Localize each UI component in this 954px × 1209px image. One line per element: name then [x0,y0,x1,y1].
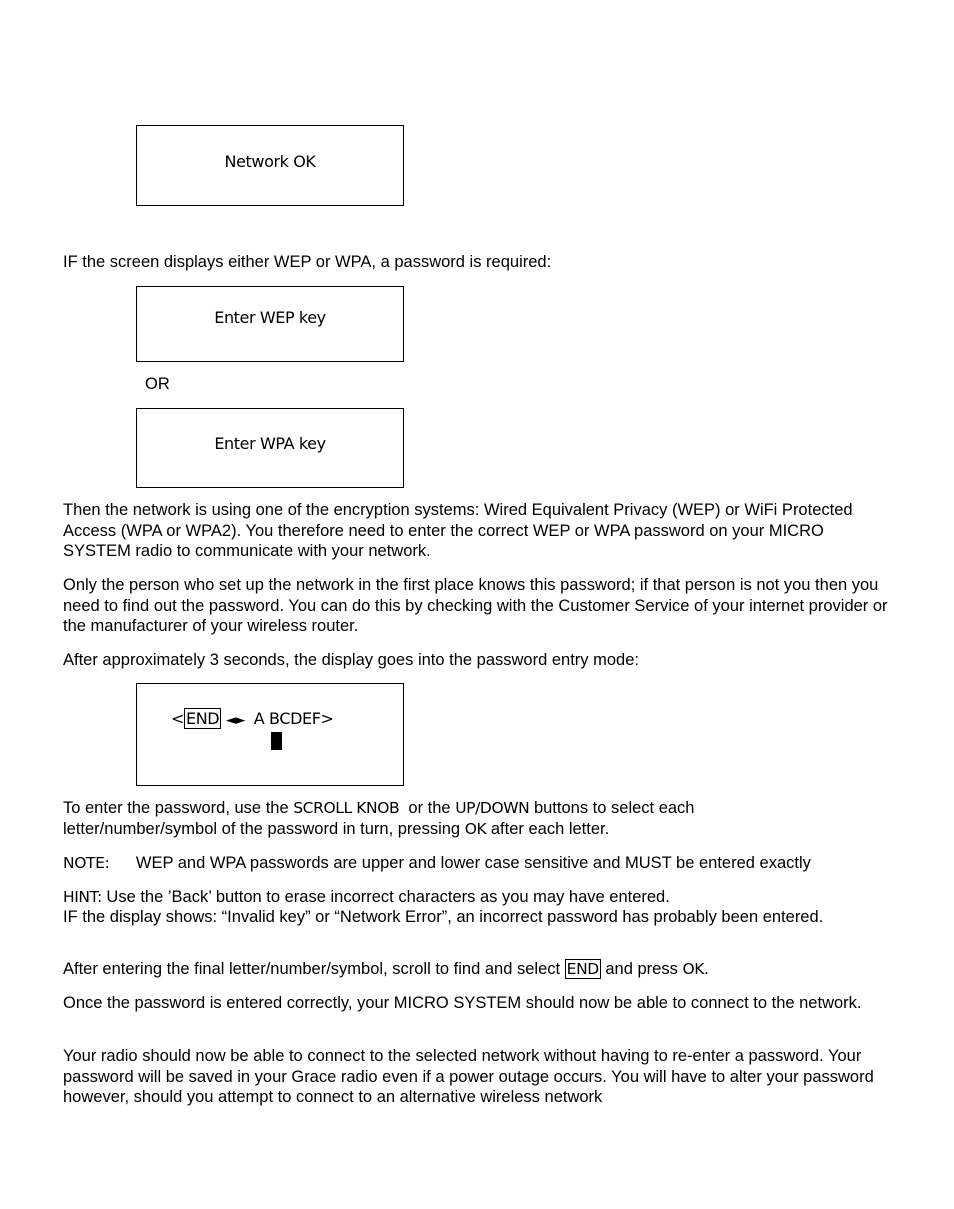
entry-row [171,709,334,731]
hint-line-1 [63,887,670,908]
text-cursor-icon [271,732,282,750]
note-line [63,853,811,874]
network-ok-display [136,125,404,206]
enter-password-text: buttons to select each [529,799,695,817]
ok-keyword: OK [464,820,487,838]
up-down-keyword: UP/DOWN [455,799,530,817]
hint-label: HINT: [63,888,102,906]
end-keyword: END [566,960,599,978]
hint-text: Use the ’Back’ button to erase incorrect characters as you may have entered. [101,888,670,906]
network-ok-text: Network OK [224,152,316,171]
once-paragraph: Once the password is entered correctly, your MICRO SYSTEM should now be able to connect to the network. [63,994,862,1012]
hint-line-2: IF the display shows: “Invalid key” or “Network Error”, an incorrect password has probably been entered. [63,908,824,926]
password-entry-display [136,683,404,786]
note-label: NOTE: [63,854,110,872]
scroll-knob-keyword: SCROLL KNOB [293,799,400,817]
enter-password-line-1 [63,798,694,819]
wep-key-display [136,286,404,362]
person-paragraph: Only the person who set up the network in the first place knows this password; if that person is not you then you need to find out the password. You can do this by checking with the Customer Service of your internet provider or the manufacturer of your wireless router. [63,576,888,635]
enter-password-text: To enter the password, use the [63,799,294,817]
after-3-seconds-text: After approximately 3 seconds, the display goes into the password entry mode: [63,651,639,669]
enter-password-line-2 [63,819,609,840]
radio-paragraph: Your radio should now be able to connect to the selected network without having to re-enter a password. Your password will be saved in your Grace radio even if a power outage occurs. You will have to alter your password however, should you attempt to connect to an alternative wireless network [63,1047,874,1106]
intro-text: IF the screen displays either WEP or WPA, a password is required: [63,253,552,271]
final-text: and press [600,960,683,978]
entry-letters: A BCDEF> [253,709,334,728]
wpa-key-text: Enter WPA key [214,434,326,453]
wep-key-text: Enter WEP key [214,308,326,327]
enter-password-text: or the [399,799,456,817]
enter-password-text: letter/number/symbol of the password in turn, pressing [63,820,465,838]
entry-end-option: END [186,709,220,728]
or-text: OR [145,375,170,393]
final-text: After entering the final letter/number/symbol, scroll to find and select [63,960,565,978]
note-text: WEP and WPA passwords are upper and lower case sensitive and MUST be entered exactly [135,854,811,872]
entry-less-than: < [171,709,185,728]
wpa-key-display [136,408,404,488]
enter-password-text: after each letter. [486,820,610,838]
left-right-arrows-icon: ◄► [225,713,246,728]
final-instruction [63,959,709,980]
encryption-paragraph: Then the network is using one of the encryption systems: Wired Equivalent Privacy (WEP) or WiFi Protected Access (WPA or WPA2). You therefore need to enter the correct WEP or WPA password on your MICRO SYSTEM radio to communicate with your network. [63,501,853,560]
ok-keyword: OK. [682,960,709,978]
